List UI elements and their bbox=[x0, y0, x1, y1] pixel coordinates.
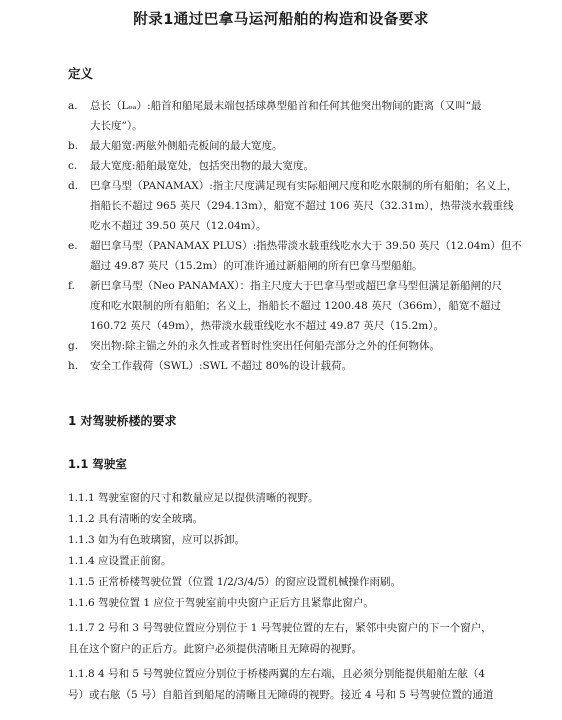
definition-line: 指船长不超过 965 英尺（294.13m），船宽不超过 106 英尺（32.31m），热带淡水载重线 bbox=[90, 200, 514, 212]
definitions-list bbox=[0, 96, 562, 376]
clause-line: 1.1.2 具有清晰的安全玻璃。 bbox=[68, 513, 204, 525]
definition-line: 160.72 英尺（49m），热带淡水载重线吃水不超过 49.87 英尺（15.2m）。 bbox=[90, 320, 444, 332]
clause-line: 1.1.8 4 号和 5 号驾驶位置应分别位于桥楼两翼的左右端，且必须分别能提供船舶左舷（4 bbox=[68, 668, 486, 680]
definition-item-a bbox=[0, 96, 562, 136]
definition-line: 最大船宽:两舷外侧船壳板间的最大宽度。 bbox=[90, 140, 283, 152]
definition-line: 最大宽度:船舶最宽处，包括突出物的最大宽度。 bbox=[90, 160, 315, 172]
definition-line: 总长（Lₒₐ）:船首和船尾最末端包括球鼻型船首和任何其他突出物间的距离（又叫“最 bbox=[90, 100, 482, 112]
definition-line: 超巴拿马型（PANAMAX PLUS）:指热带淡水载重线吃水大于 39.50 英尺（12.04m）但不 bbox=[90, 240, 522, 252]
clause-line: 1.1.6 驾驶位置 1 应位于驾驶室前中央窗户正后方且紧靠此窗户。 bbox=[68, 597, 374, 609]
definition-item-b bbox=[0, 136, 562, 156]
definition-letter: b. bbox=[68, 140, 79, 152]
definition-item-h bbox=[0, 356, 562, 376]
definition-line: 度和吃水限制的所有船舶；名义上，指船长不超过 1200.48 英尺（366m），船宽不超过 bbox=[90, 300, 501, 312]
definition-letter: c. bbox=[68, 160, 78, 172]
definition-letter: g. bbox=[68, 340, 79, 352]
definition-item-d bbox=[0, 176, 562, 236]
definition-line: 新巴拿马型（Neo PANAMAX）：指主尺度大于巴拿马型或超巴拿马型但满足新船闸的尺 bbox=[90, 280, 503, 292]
clause-line: 且在这个窗户的正后方。此窗户必须提供清晰且无障碍的视野。 bbox=[68, 643, 362, 655]
definition-item-g bbox=[0, 336, 562, 356]
definition-line: 突出物:除主锚之外的永久性或者暂时性突出任何船壳部分之外的任何物体。 bbox=[90, 340, 441, 352]
definition-letter: e. bbox=[68, 240, 78, 252]
subsection-heading: 1.1 驾驶室 bbox=[68, 457, 127, 471]
definition-line: 大长度”）。 bbox=[90, 120, 143, 132]
definition-item-e bbox=[0, 236, 562, 276]
definition-line: 吃水不超过 39.50 英尺（12.04m）。 bbox=[90, 220, 267, 232]
definition-line: 巴拿马型（PANAMAX）:指主尺度满足现有实际船闸尺度和吃水限制的所有船舶；名义上， bbox=[90, 180, 518, 192]
definition-letter: h. bbox=[68, 360, 79, 372]
definition-line: 安全工作载荷（SWL）:SWL 不超过 80%的设计载荷。 bbox=[90, 360, 352, 372]
definitions-heading: 定义 bbox=[68, 66, 94, 81]
definition-item-c bbox=[0, 156, 562, 176]
definition-letter: d. bbox=[68, 180, 79, 192]
definition-letter: a. bbox=[68, 100, 78, 112]
definition-line: 超过 49.87 英尺（15.2m）的可准许通过新船闸的所有巴拿马型船舶。 bbox=[90, 260, 423, 272]
section-heading: 1 对驾驶桥楼的要求 bbox=[68, 414, 177, 428]
clause-line: 1.1.4 应设置正前窗。 bbox=[68, 555, 172, 567]
clause-line: 1.1.5 正常桥楼驾驶位置（位置 1/2/3/4/5）的窗应设置机械操作雨刷。 bbox=[68, 576, 401, 588]
clause-list bbox=[68, 488, 538, 706]
definition-item-f bbox=[0, 276, 562, 336]
clause-line: 1.1.7 2 号和 3 号驾驶位置应分别位于 1 号驾驶位置的左右，紧邻中央窗户的下一个窗户， bbox=[68, 622, 492, 634]
clause-line: 1.1.1 驾驶室窗的尺寸和数量应足以提供清晰的视野。 bbox=[68, 492, 319, 504]
definition-letter: f. bbox=[68, 280, 75, 292]
clause-line: 号）或右舷（5 号）自船首到船尾的清晰且无障碍的视野。接近 4 号和 5 号驾驶位置的通道 bbox=[68, 689, 494, 701]
clause-line: 1.1.3 如为有色玻璃窗，应可以拆卸。 bbox=[68, 534, 246, 546]
page-title: 附录1通过巴拿马运河船舶的构造和设备要求 bbox=[133, 12, 429, 28]
